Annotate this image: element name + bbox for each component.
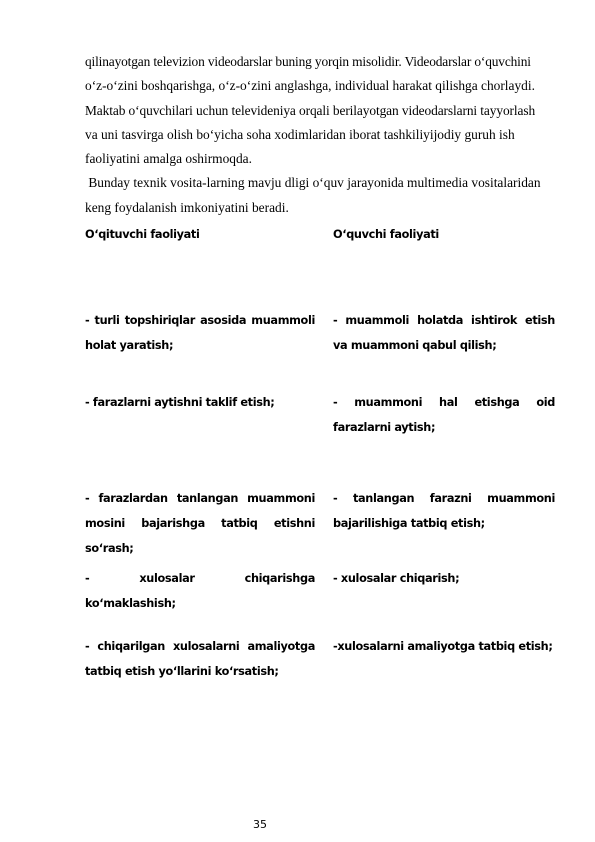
- table-row: [85, 634, 555, 684]
- table-row: [85, 390, 555, 486]
- table-row: [85, 486, 555, 566]
- page-number: 35: [253, 818, 267, 831]
- table-header-row: [85, 222, 555, 308]
- student-cell: - xulosalar chiqarish;: [333, 572, 460, 585]
- intro-line: qilinayotgan televizion videodarslar buning yorqin misolidir. Videodarslar o‘quvchini: [85, 54, 531, 69]
- table-row: [85, 566, 555, 634]
- table-row: [85, 308, 555, 390]
- teacher-cell: - farazlarni aytishni taklif etish;: [85, 396, 275, 409]
- header-student-activity: O‘quvchi faoliyati: [333, 228, 439, 241]
- teacher-cell: - xulosalar chiqarishga ko‘maklashish;: [85, 572, 315, 610]
- intro-line: keng foydalanish imkoniyatini beradi.: [85, 199, 289, 215]
- intro-line: Bunday texnik vosita-larning mavju dligi o‘quv jarayonida multimedia vositalaridan: [85, 175, 541, 191]
- teacher-cell: - farazlardan tanlangan muammoni mosini bajarishga tatbiq etishni so‘rash;: [85, 492, 315, 555]
- teacher-cell: - turli topshiriqlar asosida muammoli holat yaratish;: [85, 314, 315, 352]
- student-cell: -xulosalarni amaliyotga tatbiq etish;: [333, 640, 553, 653]
- intro-line: o‘z-o‘zini boshqarishga, o‘z-o‘zini anglashga, individual harakat qilishga chorlaydi.: [85, 78, 535, 94]
- intro-paragraph: [85, 50, 567, 220]
- student-cell: - tanlangan farazni muammoni bajarilishiga tatbiq etish;: [333, 492, 555, 530]
- intro-line: faoliyatini amalga oshirmoqda.: [85, 151, 252, 167]
- header-teacher-activity: O‘qituvchi faoliyati: [85, 228, 200, 241]
- intro-line: Maktab o‘quvchilari uchun televideniya orqali berilayotgan videodarslarni tayyorlash: [85, 102, 536, 118]
- teacher-cell: - chiqarilgan xulosalarni amaliyotga tatbiq etish yo‘llarini ko‘rsatish;: [85, 640, 315, 678]
- student-cell: - muammoni hal etishga oid farazlarni aytish;: [333, 396, 555, 434]
- activity-table: [85, 222, 555, 684]
- intro-line: va uni tasvirga olish bo‘yicha soha xodimlaridan iborat tashkiliyijodiy guruh ish: [85, 126, 515, 142]
- student-cell: - muammoli holatda ishtirok etish va muammoni qabul qilish;: [333, 314, 555, 352]
